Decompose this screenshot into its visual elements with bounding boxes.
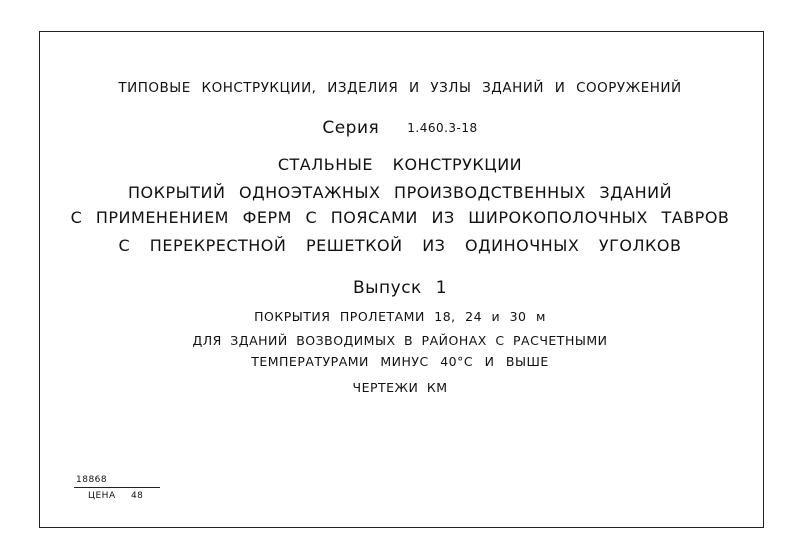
issue-line-4: ЧЕРТЕЖИ КМ (352, 380, 448, 395)
title-line-1: СТАЛЬНЫЕ КОНСТРУКЦИИ (277, 155, 523, 174)
series-label: Серия (322, 118, 380, 138)
series-number: 1.460.3-18 (407, 121, 478, 135)
issue-line-3: ТЕМПЕРАТУРАМИ МИНУС 40°С И ВЫШЕ (251, 354, 549, 369)
stamp-code: 18868 (74, 475, 160, 488)
title-line-3: С ПРИМЕНЕНИЕМ ФЕРМ С ПОЯСАМИ ИЗ ШИРОКОПОЛОЧНЫХ ТАВРОВ (70, 208, 730, 227)
title-line-4: С ПЕРЕКРЕСТНОЙ РЕШЕТКОЙ ИЗ ОДИНОЧНЫХ УГОЛКОВ (118, 236, 682, 255)
series-row (0, 118, 800, 138)
organization-heading: ТИПОВЫЕ КОНСТРУКЦИИ, ИЗДЕЛИЯ И УЗЛЫ ЗДАНИЙ И СООРУЖЕНИЙ (118, 80, 682, 96)
stamp-price: ЦЕНА 48 (88, 491, 144, 501)
issue-label: Выпуск 1 (352, 278, 448, 298)
title-line-2: ПОКРЫТИЙ ОДНОЭТАЖНЫХ ПРОИЗВОДСТВЕННЫХ ЗДАНИЙ (127, 183, 673, 202)
price-stamp (74, 475, 160, 501)
issue-line-1: ПОКРЫТИЯ ПРОЛЕТАМИ 18, 24 и 30 м (254, 309, 546, 324)
issue-line-2: ДЛЯ ЗДАНИЙ ВОЗВОДИМЫХ В РАЙОНАХ С РАСЧЕТНЫМИ (192, 333, 608, 348)
